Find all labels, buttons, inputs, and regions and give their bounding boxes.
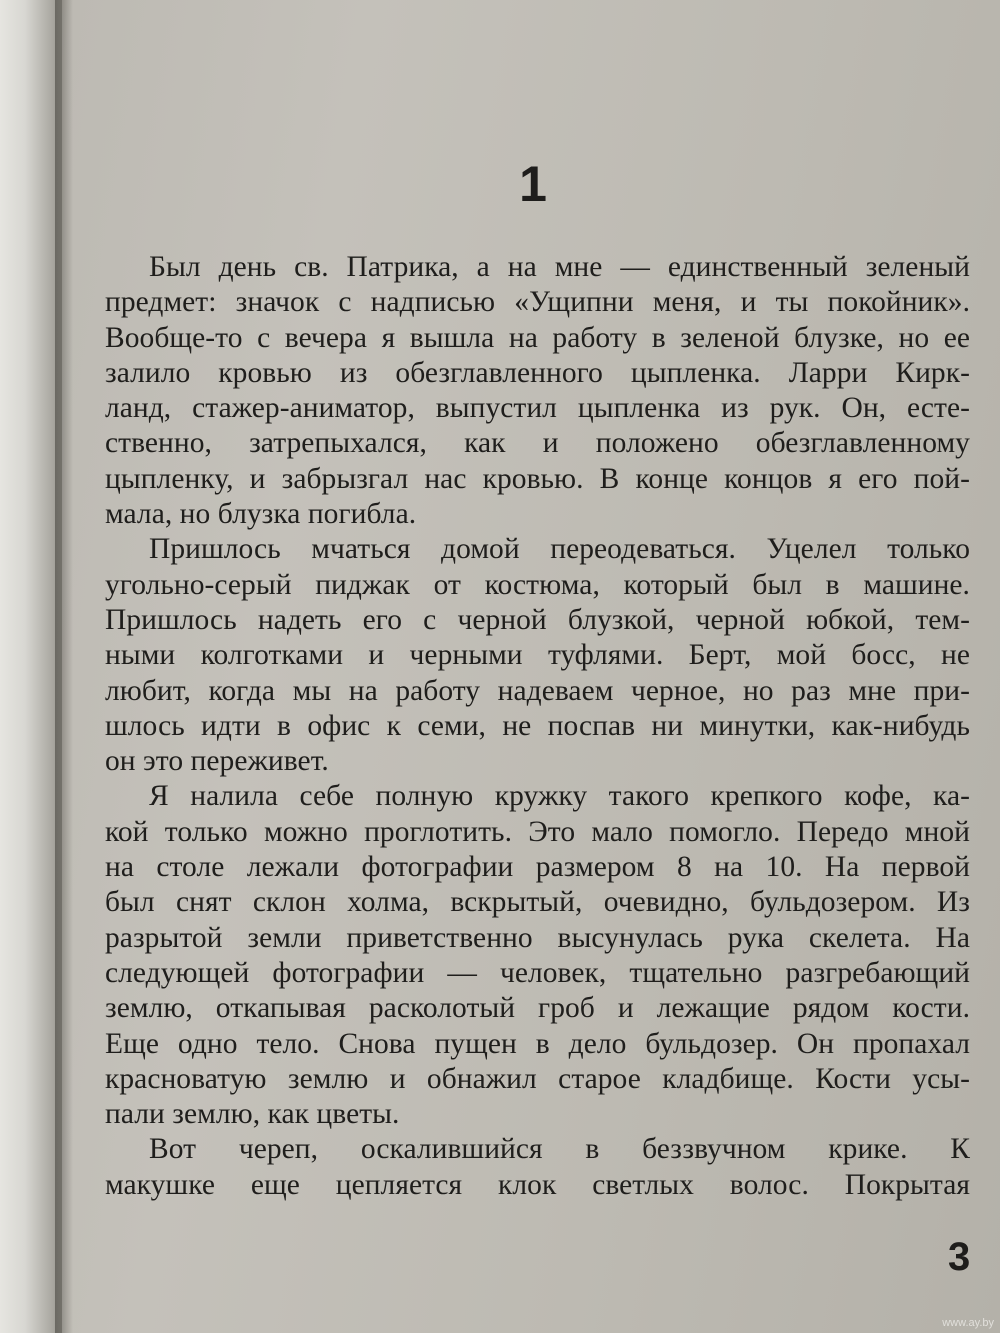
- text-line: предмет: значок с надписью «Ущипни меня, и ты покойник».: [105, 286, 970, 319]
- text-line: макушке еще цепляется клок светлых волос. Покрытая: [105, 1168, 970, 1201]
- text-line: он это переживет.: [105, 745, 329, 778]
- text-line: кой только можно проглотить. Это мало помогло. Передо мной: [105, 815, 970, 848]
- text-line: Вот череп, оскалившийся в беззвучном крике. К: [149, 1133, 970, 1166]
- text-line: на столе лежали фотографии размером 8 на 10. На первой: [105, 851, 970, 884]
- text-line: ственно, затрепыхался, как и положено обезглавленному: [105, 427, 970, 460]
- text-line: цыпленку, и забрызгал нас кровью. В конце концов я его пой-: [105, 462, 970, 495]
- text-line: ланд, стажер-аниматор, выпустил цыпленка из рук. Он, есте-: [105, 392, 970, 425]
- paragraph: [105, 779, 970, 1132]
- text-line: ными колготками и черными туфлями. Берт, мой босс, не: [105, 639, 970, 672]
- text-line: красноватую землю и обнажил старое кладбище. Кости усы-: [105, 1062, 970, 1095]
- text-line: мала, но блузка погибла.: [105, 498, 417, 531]
- text-line: разрытой земли приветственно высунулась рука скелета. На: [105, 921, 970, 954]
- text-line: землю, откапывая расколотый гроб и лежащие рядом кости.: [105, 992, 970, 1025]
- page-number: 3: [948, 1235, 971, 1279]
- text-line: Пришлось мчаться домой переодеваться. Уцелел только: [149, 533, 970, 566]
- text-line: Был день св. Патрика, а на мне — единственный зеленый: [149, 251, 970, 283]
- chapter-number: 1: [519, 156, 547, 212]
- body-text: [105, 250, 970, 1203]
- text-line: шлось идти в офис к семи, не поспав ни минутки, как-нибудь: [105, 709, 970, 742]
- text-line: Вообще-то с вечера я вышла на работу в зеленой блузке, но ее: [105, 321, 970, 354]
- text-line: был снят склон холма, вскрытый, очевидно, бульдозером. Из: [105, 886, 970, 919]
- text-line: угольно-серый пиджак от костюма, который был в машине.: [105, 568, 970, 601]
- paragraph: [105, 1132, 970, 1203]
- text-line: следующей фотографии — человек, тщательно разгребающий: [105, 956, 970, 989]
- text-line: Я налила себе полную кружку такого крепкого кофе, ка-: [149, 780, 970, 813]
- text-line: Еще одно тело. Снова пущен в дело бульдозер. Он пропахал: [105, 1027, 970, 1060]
- watermark: www.ay.by: [942, 1317, 994, 1329]
- text-line: Пришлось надеть его с черной блузкой, черной юбкой, тем-: [105, 603, 970, 636]
- paragraph: [105, 250, 970, 532]
- paragraph: [105, 532, 970, 779]
- text-line: пали землю, как цветы.: [105, 1098, 400, 1131]
- text-line: любит, когда мы на работу надеваем черное, но раз мне при-: [105, 674, 970, 707]
- text-line: залило кровью из обезглавленного цыпленка. Ларри Кирк-: [105, 356, 970, 389]
